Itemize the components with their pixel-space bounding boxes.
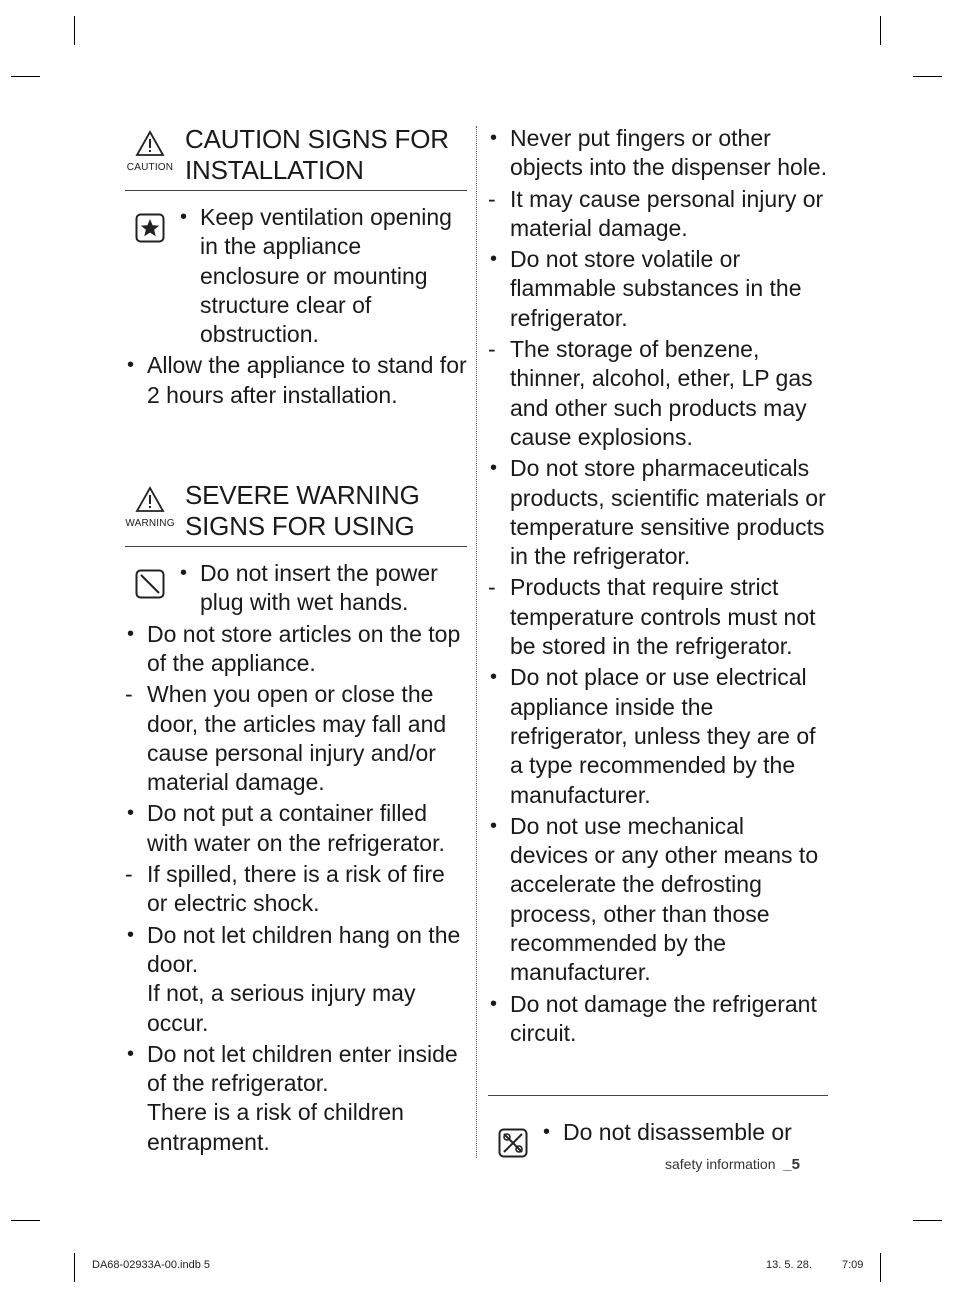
caution-installation-heading — [125, 124, 467, 191]
slug-time: 7:09 — [842, 1259, 864, 1271]
list-item: • Do not damage the refrigerant circuit. — [490, 990, 817, 1046]
list-item: • Do not store pharmaceuticals products, scientific materials or temperature sensitive products in the refrigerator. — [490, 455, 826, 570]
left-column — [125, 124, 467, 1159]
list-subitem: - If spilled, there is a risk of fire or electric shock. — [125, 861, 445, 917]
slug-date: 13. 5. 28. — [766, 1259, 812, 1271]
crop-mark — [913, 1220, 942, 1221]
bullet-marker: • — [543, 1121, 551, 1143]
list-item: • Do not store articles on the top of the appliance. — [127, 620, 461, 676]
bullet-marker: • — [180, 206, 188, 228]
power-plug-item — [125, 559, 467, 618]
list-item: • Do not place or use electrical appliance inside the refrigerator, unless they are of a type recommended by the manufacturer. — [490, 664, 816, 808]
section-label: safety information — [665, 1156, 776, 1172]
caution-sign — [125, 130, 175, 173]
right-column — [488, 124, 828, 1050]
crop-mark — [913, 76, 942, 77]
list-subitem: - When you open or close the door, the articles may fall and cause personal injury and/or material damage. — [125, 681, 447, 796]
bullet-marker: • — [180, 562, 188, 585]
prohibited-icon — [135, 569, 165, 599]
crop-mark — [74, 1253, 75, 1282]
list-subitem: - The storage of benzene, thinner, alcohol, ether, LP gas and other such products may cause explosions. — [488, 336, 813, 450]
warning-sign-label: WARNING — [125, 518, 175, 530]
column-divider — [476, 126, 477, 1158]
list-subitem: - Products that require strict temperature controls must not be stored in the refrigerator. — [488, 574, 816, 660]
severe-warning-title: SEVERE WARNING SIGNS FOR USING — [185, 480, 420, 542]
caution-sign-label: CAUTION — [126, 162, 174, 173]
disassemble-text: Do not disassemble or — [563, 1119, 792, 1145]
list-item: • Do not let children enter inside of the refrigerator. There is a risk of children entrapment. — [127, 1040, 458, 1155]
crop-mark — [880, 16, 881, 45]
ventilation-item — [125, 203, 467, 349]
crop-mark — [11, 1220, 40, 1221]
crop-mark — [880, 1253, 881, 1282]
list-item: • Do not put a container filled with water on the refrigerator. — [127, 800, 445, 856]
no-disassembly-icon — [498, 1128, 528, 1158]
list-item: • Do not let children hang on the door. If not, a serious injury may occur. — [127, 921, 461, 1036]
list-item: • Do not store volatile or flammable substances in the refrigerator. — [490, 246, 802, 331]
list-item: • Do not use mechanical devices or any other means to accelerate the defrosting process, other than those recommended by the manufacturer. — [490, 812, 819, 986]
page-footer — [665, 1156, 800, 1173]
warning-sign — [125, 486, 175, 529]
crop-mark — [11, 76, 40, 77]
caution-installation-title: CAUTION SIGNS FOR INSTALLATION — [185, 124, 449, 185]
warning-triangle-icon — [135, 130, 165, 157]
list-item: • Allow the appliance to stand for 2 hours after installation. — [127, 352, 467, 408]
warning-triangle-icon — [135, 486, 165, 513]
page-number: _5 — [783, 1156, 800, 1173]
crop-mark — [74, 16, 75, 45]
severe-warning-heading — [125, 480, 467, 547]
list-item: • Never put fingers or other objects into the dispenser hole. — [490, 125, 828, 181]
slug-file: DA68-02933A-00.indb 5 — [92, 1259, 211, 1271]
power-plug-text: Do not insert the power plug with wet hands. — [200, 560, 438, 616]
star-icon — [135, 213, 165, 243]
ventilation-text: Keep ventilation opening in the appliance enclosure or mounting structure clear of obstruction. — [200, 204, 452, 348]
disassemble-item — [488, 1118, 828, 1149]
list-subitem: - It may cause personal injury or material damage. — [488, 185, 824, 241]
section-rule — [488, 1095, 828, 1096]
